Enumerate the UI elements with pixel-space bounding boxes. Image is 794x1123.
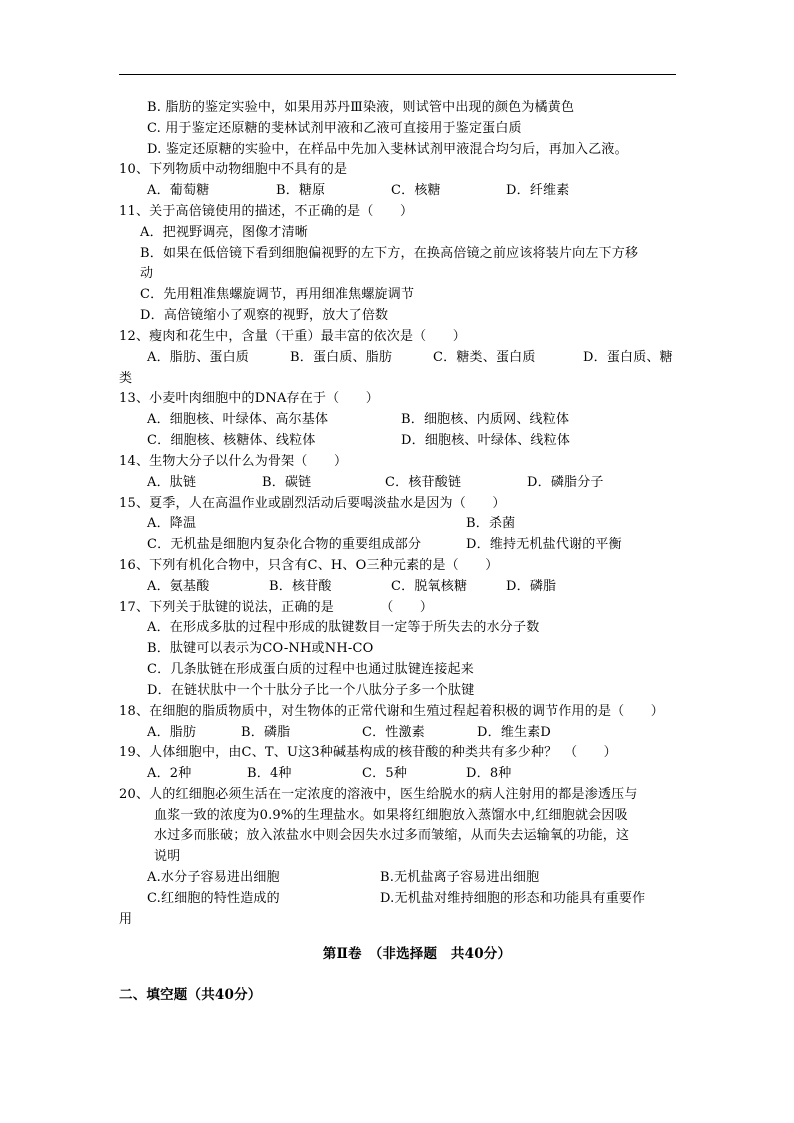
q17-option-b: B．肽键可以表示为CO-NH或NH-CO	[147, 641, 374, 656]
q18-option-c: C．性激素	[362, 725, 425, 740]
q18-option-d: D．维生素D	[477, 725, 552, 740]
q11-stem: 11、关于高倍镜使用的描述，不正确的是（ ）	[119, 204, 414, 219]
q10-option-d: D．纤维素	[506, 183, 570, 198]
q14-option-d: D．磷脂分子	[527, 475, 604, 490]
q11-option-c: C．先用粗准焦螺旋调节，再用细准焦螺旋调节	[140, 287, 415, 302]
q19-option-a: A．2种	[147, 766, 192, 781]
q15-option-b: B．杀菌	[466, 516, 516, 531]
section2-title: 二、填空题（共40分）	[119, 987, 262, 1003]
q19-stem: 19、人体细胞中，由C、T、U这3种碱基构成的核苷酸的种类共有多少种？ （ ）	[119, 745, 617, 760]
header-rule	[119, 74, 676, 75]
q11-option-b-wrap: 动	[140, 266, 154, 281]
q16-option-d: D．磷脂	[506, 579, 557, 594]
q20-option-b: B.无机盐离子容易进出细胞	[380, 870, 540, 885]
q18-stem: 18、在细胞的脂质物质中，对生物体的正常代谢和生殖过程起着积极的调节作用的是（ ）	[119, 704, 664, 719]
q18-option-b: B．磷脂	[241, 725, 291, 740]
q12-option-c: C．糖类、蛋白质	[433, 350, 536, 365]
q16-option-b: B．核苷酸	[269, 579, 332, 594]
q10-option-c: C．核糖	[391, 183, 441, 198]
q20-stem-line3: 水过多而胀破；放入浓盐水中则会因失水过多而皱缩，从而失去运输氧的功能，这	[154, 828, 630, 843]
q9-option-b: B. 脂肪的鉴定实验中，如果用苏丹Ⅲ染液，则试管中出现的颜色为橘黄色	[147, 100, 575, 115]
q14-stem: 14、生物大分子以什么为骨架（ ）	[119, 454, 348, 469]
q16-option-c: C．脱氧核糖	[391, 579, 468, 594]
q9-option-d: D. 鉴定还原糖的实验中，在样品中先加入斐林试剂甲液混合均匀后，再加入乙液。	[147, 142, 628, 157]
q16-option-a: A．氨基酸	[147, 579, 210, 594]
q20-stem-line2: 血浆一致的浓度为0.9%的生理盐水。如果将红细胞放入蒸馏水中,红细胞就会因吸	[154, 808, 628, 823]
q14-option-a: A．肽链	[147, 475, 197, 490]
q19-option-b: B．4种	[247, 766, 292, 781]
q20-option-a: A.水分子容易进出细胞	[147, 870, 280, 885]
q14-option-c: C．核苷酸链	[385, 475, 462, 490]
q13-option-c: C．细胞核、核糖体、线粒体	[147, 433, 316, 448]
q17-option-d: D．在链状肽中一个十肽分子比一个八肽分子多一个肽键	[147, 683, 475, 698]
q15-option-d: D．维持无机盐代谢的平衡	[466, 537, 622, 552]
q18-option-a: A．脂肪	[147, 725, 197, 740]
q12-option-d-wrap: 类	[119, 371, 133, 386]
q19-option-d: D．8种	[466, 766, 512, 781]
q16-stem: 16、下列有机化合物中，只含有C、H、O三种元素的是（ ）	[119, 558, 499, 573]
q20-option-d-wrap: 用	[119, 912, 133, 927]
q11-option-d: D．高倍镜缩小了观察的视野，放大了倍数	[140, 308, 389, 323]
q12-option-a: A．脂肪、蛋白质	[147, 350, 249, 365]
q20-option-c: C.红细胞的特性造成的	[147, 891, 280, 906]
q10-option-a: A．葡萄糖	[147, 183, 210, 198]
q15-option-c: C．无机盐是细胞内复杂化合物的重要组成部分	[147, 537, 422, 552]
q15-option-a: A．降温	[147, 516, 197, 531]
q17-option-c: C．几条肽链在形成蛋白质的过程中也通过肽键连接起来	[147, 662, 474, 677]
q14-option-b: B．碳链	[262, 475, 312, 490]
q13-option-a: A．细胞核、叶绿体、高尔基体	[147, 412, 329, 427]
part2-title: 第Ⅱ卷 （非选择题 共40分）	[322, 946, 512, 962]
q12-stem: 12、瘦肉和花生中，含量（干重）最丰富的依次是（ ）	[119, 329, 466, 344]
q9-option-c: C. 用于鉴定还原糖的斐林试剂甲液和乙液可直接用于鉴定蛋白质	[147, 121, 522, 136]
q12-option-d: D．蛋白质、糖	[583, 350, 673, 365]
q20-stem-line1: 20、人的红细胞必须生活在一定浓度的溶液中，医生给脱水的病人注射用的都是渗透压与	[119, 787, 638, 802]
q10-stem: 10、下列物质中动物细胞中不具有的是	[119, 162, 348, 177]
q10-option-b: B．糖原	[276, 183, 326, 198]
q20-stem-line4: 说明	[154, 849, 181, 864]
q13-stem: 13、小麦叶肉细胞中的DNA存在于（ ）	[119, 391, 379, 406]
q13-option-d: D．细胞核、叶绿体、线粒体	[401, 433, 571, 448]
q17-option-a: A．在形成多肽的过程中形成的肽键数目一定等于所失去的水分子数	[147, 620, 540, 635]
q11-option-a: A．把视野调亮，图像才清晰	[140, 225, 308, 240]
q12-option-b: B．蛋白质、脂肪	[290, 350, 393, 365]
q11-option-b: B．如果在低倍镜下看到细胞偏视野的左下方，在换高倍镜之前应该将装片向左下方移	[140, 246, 639, 261]
q15-stem: 15、夏季，人在高温作业或剧烈活动后要喝淡盐水是因为（ ）	[119, 496, 506, 511]
q13-option-b: B．细胞核、内质网、线粒体	[401, 412, 570, 427]
q20-option-d: D.无机盐对维持细胞的形态和功能具有重要作	[380, 891, 646, 906]
q19-option-c: C．5种	[362, 766, 408, 781]
q17-stem: 17、下列关于肽键的说法，正确的是 （ ）	[119, 600, 434, 615]
